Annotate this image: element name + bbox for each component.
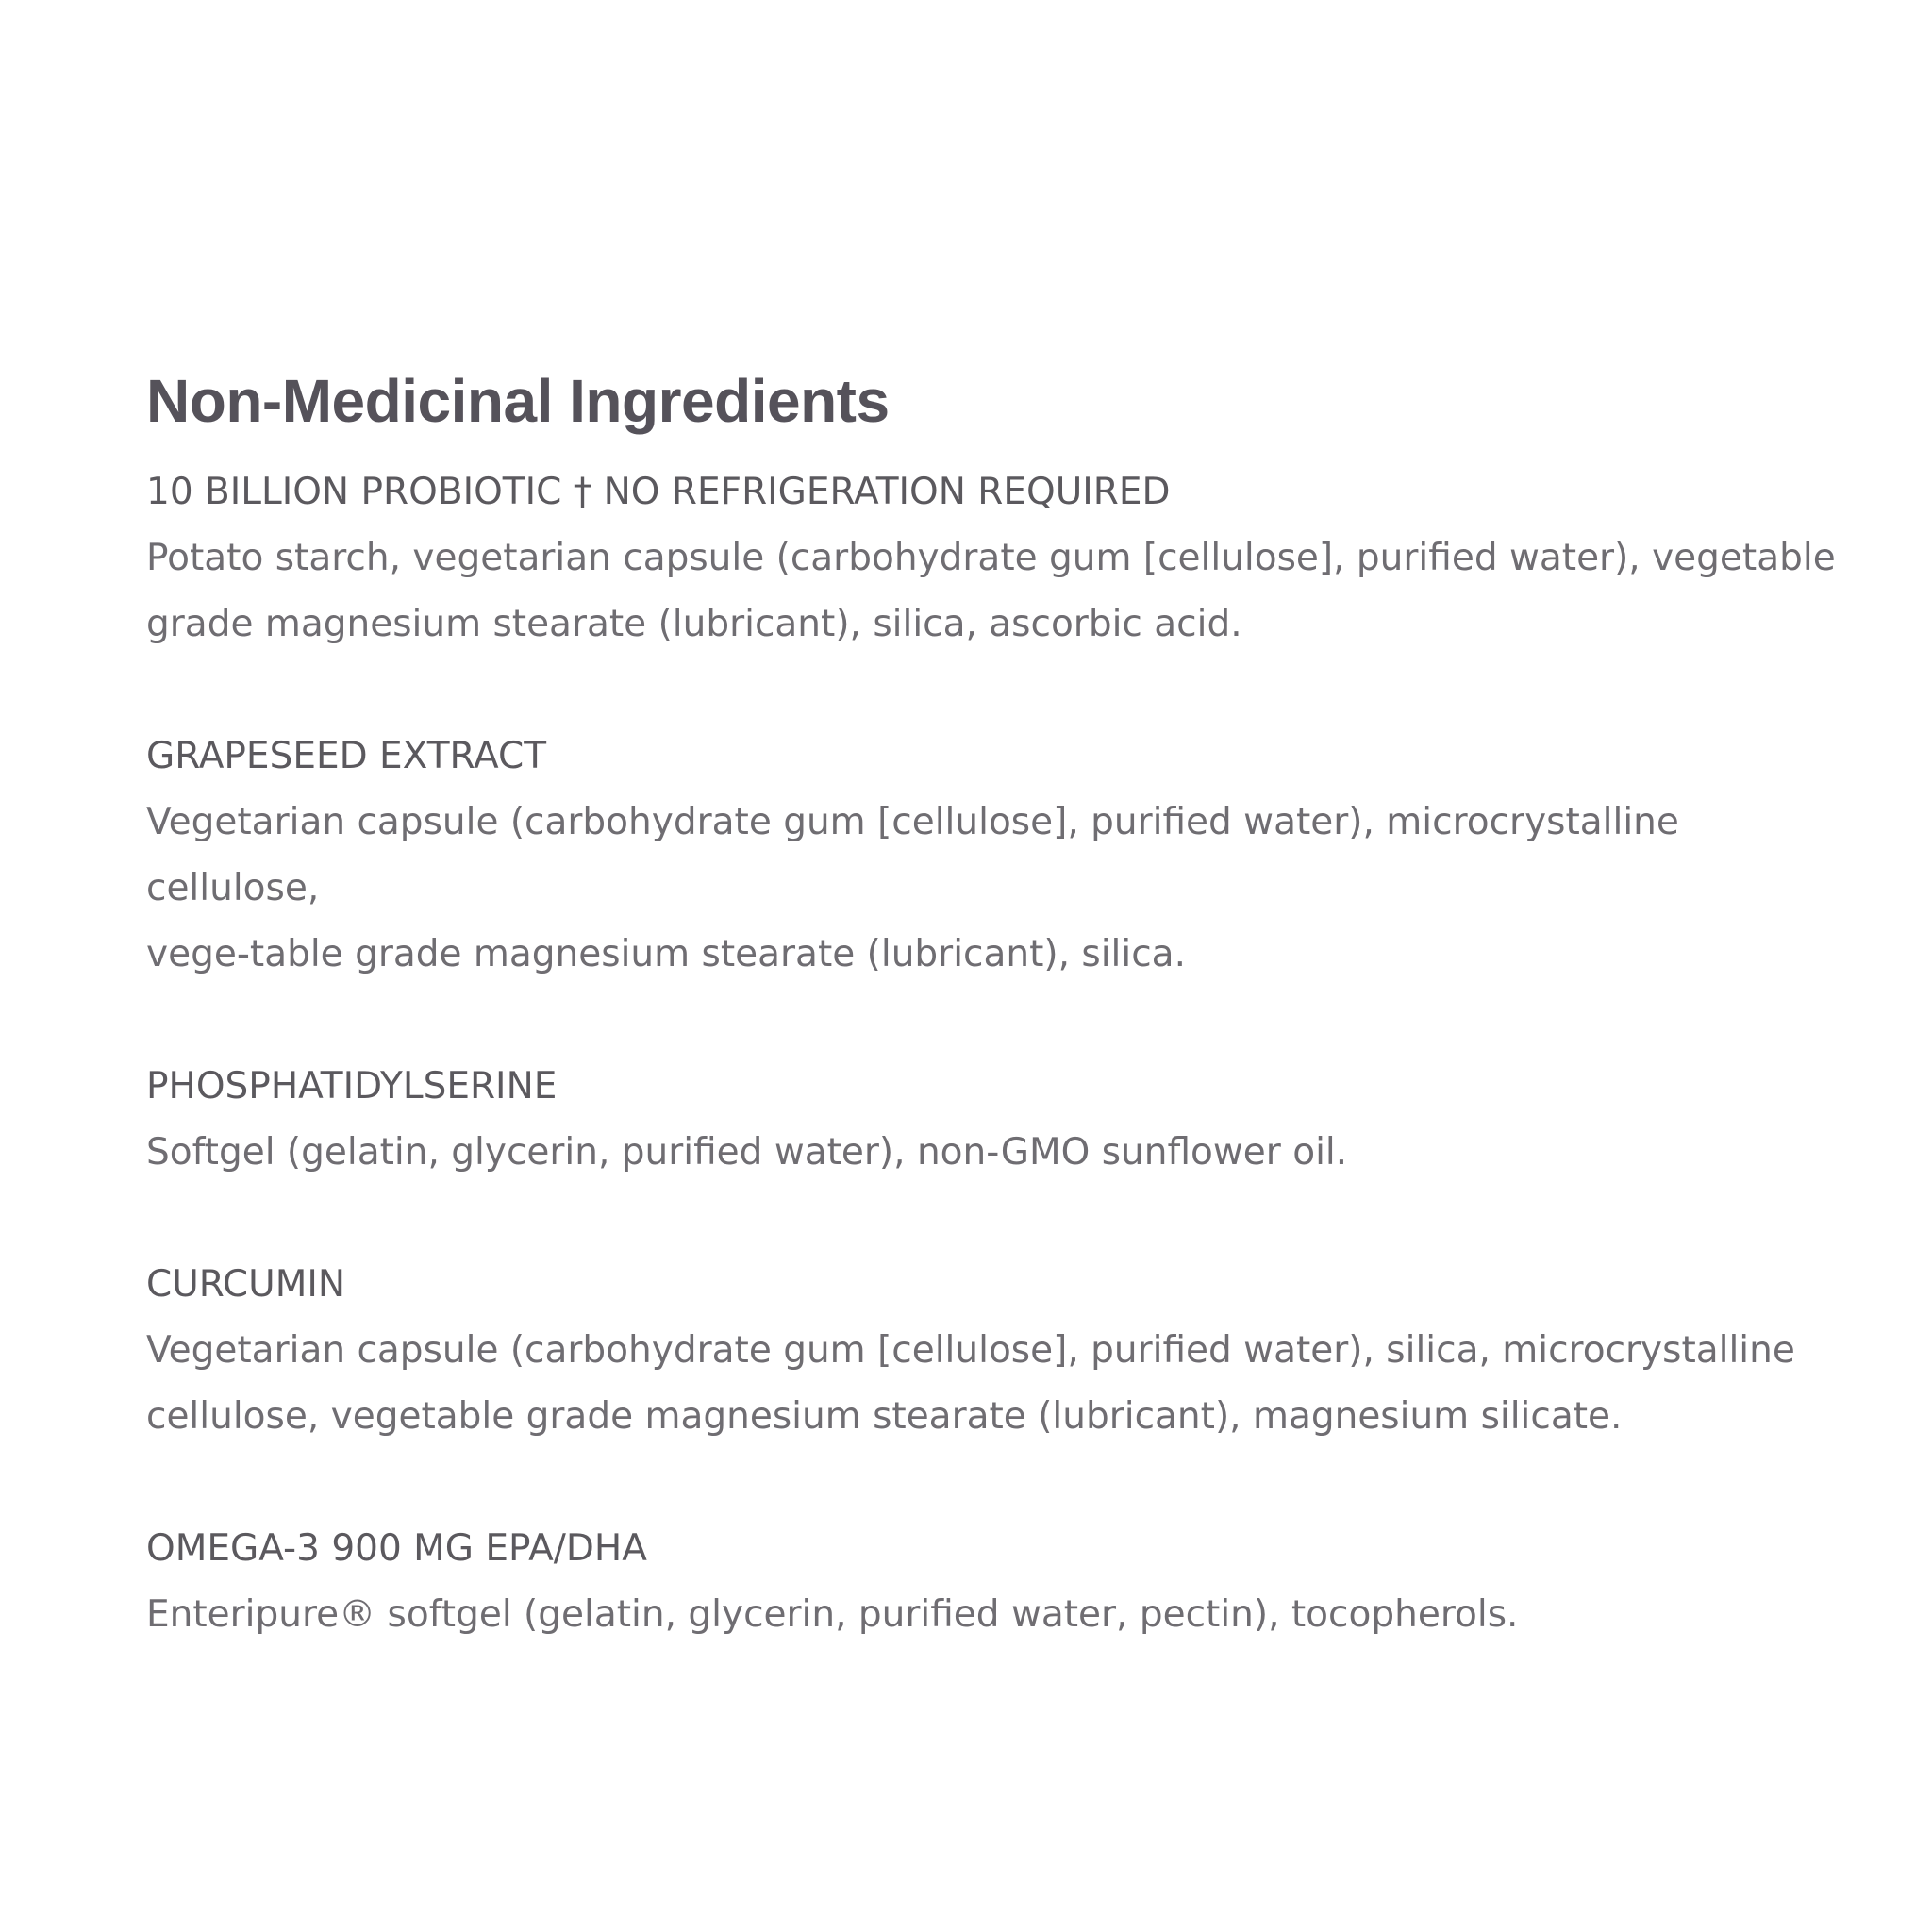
page-title: Non-Medicinal Ingredients — [146, 367, 890, 435]
section-heading: CURCUMIN — [146, 1263, 346, 1306]
section-body: Vegetarian capsule (carbohydrate gum [cellulose], purified water), silica, microcrystalline cellulose, vegetable grade magnesium stearate (lubricant), magnesium silicate. — [146, 1329, 1795, 1438]
section-heading: GRAPESEED EXTRACT — [146, 735, 547, 777]
ingredient-section-curcumin — [146, 1252, 1844, 1450]
section-body: Softgel (gelatin, glycerin, purified water), non-GMO sunflower oil. — [146, 1131, 1348, 1174]
ingredients-panel — [146, 363, 1844, 1648]
section-heading: 10 BILLION PROBIOTIC † NO REFRIGERATION REQUIRED — [146, 471, 1171, 513]
section-body: Vegetarian capsule (carbohydrate gum [cellulose], purified water), microcrystalline cellulose, vege-table grade magnesium stearate (lubricant), silica. — [146, 801, 1679, 975]
section-heading: OMEGA-3 900 MG EPA/DHA — [146, 1527, 647, 1570]
section-body: Enteripure® softgel (gelatin, glycerin, purified water, pectin), tocopherols. — [146, 1593, 1519, 1636]
section-body: Potato starch, vegetarian capsule (carbohydrate gum [cellulose], purified water), vegetable grade magnesium stearate (lubricant), silica, ascorbic acid. — [146, 537, 1836, 645]
ingredient-section-omega3 — [146, 1516, 1844, 1648]
ingredient-section-probiotic — [146, 459, 1844, 658]
ingredient-section-phosphatidylserine — [146, 1054, 1844, 1186]
ingredient-section-grapeseed — [146, 724, 1844, 988]
section-heading: PHOSPHATIDYLSERINE — [146, 1065, 558, 1108]
